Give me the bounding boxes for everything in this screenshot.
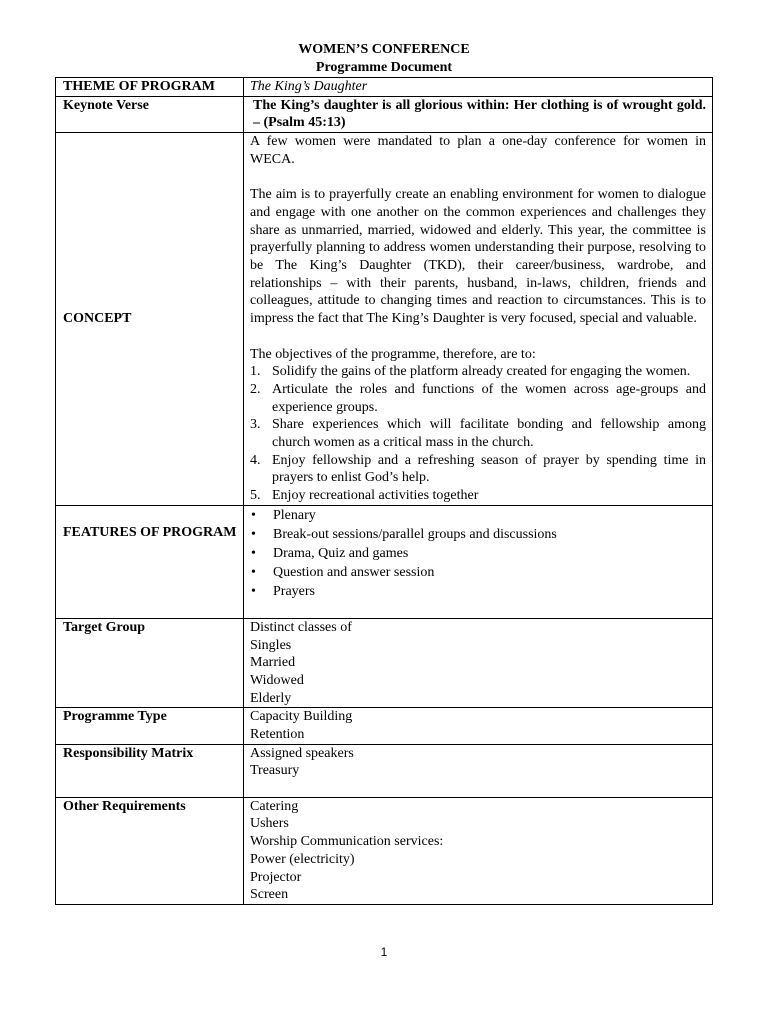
bullet-icon: •	[251, 545, 256, 561]
responsibility-row	[56, 744, 713, 797]
theme-label: THEME OF PROGRAM	[56, 78, 244, 97]
target-label: Target Group	[56, 618, 244, 708]
features-list	[250, 506, 706, 601]
bullet-icon: •	[251, 507, 256, 523]
keynote-label: Keynote Verse	[56, 96, 244, 132]
concept-label: CONCEPT	[56, 133, 244, 506]
document-title: WOMEN’S CONFERENCE	[298, 42, 470, 57]
concept-row	[56, 133, 713, 506]
bullet-icon: •	[251, 564, 256, 580]
programme-type-label: Programme Type	[56, 708, 244, 744]
theme-row	[56, 78, 713, 97]
target-content: Distinct classes of Singles Married Widowed Elderly	[244, 618, 713, 708]
keynote-row	[56, 96, 713, 132]
other-requirements-label: Other Requirements	[56, 797, 244, 904]
theme-value: The King’s Daughter	[244, 78, 713, 97]
list-item: 5. Enjoy recreational activities together	[250, 488, 479, 504]
objectives-list	[250, 363, 706, 505]
list-item: • Prayers	[251, 583, 315, 599]
concept-paragraph-1: A few women were mandated to plan a one-day conference for women in WECA.	[250, 134, 706, 167]
list-item: 4. Enjoy fellowship and a refreshing season of prayer by spending time in prayers to enlist God’s help.	[250, 452, 706, 486]
objectives-intro: The objectives of the programme, therefore, are to:	[250, 346, 536, 362]
list-item: 1. Solidify the gains of the platform already created for engaging the women.	[250, 364, 691, 380]
list-item: • Plenary	[251, 507, 316, 523]
page-number: 1	[380, 945, 388, 959]
list-item: • Break-out sessions/parallel groups and discussions	[251, 526, 557, 542]
target-row	[56, 618, 713, 708]
list-item: 2. Articulate the roles and functions of the women across age-groups and experience groups.	[250, 381, 706, 415]
keynote-value: The King’s daughter is all glorious within: Her clothing is of wrought gold. – (Psalm 45:13)	[244, 96, 713, 132]
concept-paragraph-2: The aim is to prayerfully create an enabling environment for women to dialogue and engage with one another on the common experiences and challenges they share as unmarried, married, widowed and elderly. This year, the committee is prayerfully planning to address women understanding their purpose, resolving to be The King’s Daughter (TKD), their career/business, wardrobe, and relationships – with their parents, husband, in-laws, children, friends and colleagues, attitude to changing times and reaction to circumstances. This is to impress the fact that The King’s Daughter is very focused, special and valuable.	[250, 187, 706, 327]
features-content	[244, 505, 713, 618]
concept-content	[244, 133, 713, 506]
list-item: • Drama, Quiz and games	[251, 545, 409, 561]
programme-table	[55, 77, 713, 905]
features-row	[56, 505, 713, 618]
bullet-icon: •	[251, 583, 256, 599]
programme-type-row	[56, 708, 713, 744]
document-subtitle: Programme Document	[315, 60, 453, 75]
list-item: 3. Share experiences which will facilitate bonding and fellowship among church women as a critical mass in the church.	[250, 417, 706, 451]
responsibility-content: Assigned speakers Treasury	[244, 744, 713, 797]
features-label: FEATURES OF PROGRAM	[56, 505, 244, 618]
other-requirements-row	[56, 797, 713, 904]
programme-type-content: Capacity Building Retention	[244, 708, 713, 744]
list-item: • Question and answer session	[251, 564, 435, 580]
bullet-icon: •	[251, 526, 256, 542]
responsibility-label: Responsibility Matrix	[56, 744, 244, 797]
other-requirements-content: Catering Ushers Worship Communication services: Power (electricity) Projector Screen	[244, 797, 713, 904]
